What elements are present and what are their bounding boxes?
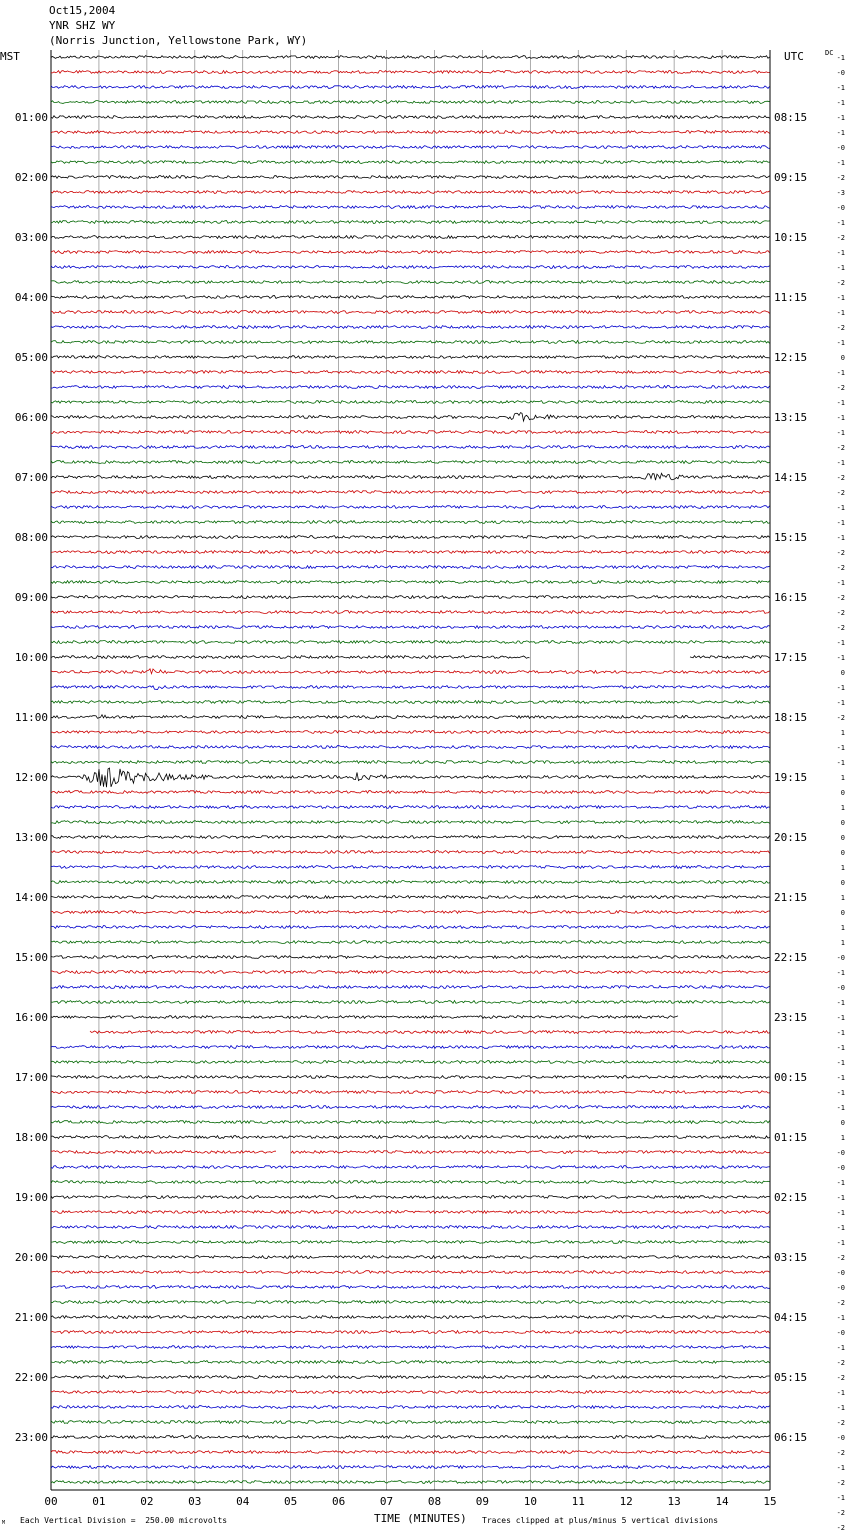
dc-offset-label: 0 <box>840 909 845 917</box>
dc-offset-label: -2 <box>836 1359 845 1367</box>
right-hour-label: 01:15 <box>774 1131 808 1144</box>
trace-row-47 <box>51 761 770 764</box>
dc-offset-label: -1 <box>836 294 845 302</box>
dc-offset-label: -1 <box>836 519 845 527</box>
dc-offset-label: -1 <box>836 369 845 377</box>
dc-offset-label: -1 <box>836 84 845 92</box>
dc-offset-label: -1 <box>836 759 845 767</box>
left-hour-label: 11:00 <box>14 711 48 724</box>
right-hour-label: 22:15 <box>774 951 808 964</box>
dc-offset-label: 1 <box>840 894 845 902</box>
left-hour-label: 15:00 <box>14 951 48 964</box>
x-tick-label: 08 <box>427 1495 442 1508</box>
trace-row-49 <box>51 791 770 794</box>
dc-offset-label: -2 <box>836 564 845 572</box>
right-hour-label: 19:15 <box>774 771 808 784</box>
dc-offset-label: -1 <box>836 1209 845 1217</box>
trace-row-85 <box>51 1331 770 1334</box>
dc-offset-label: 1 <box>840 864 845 872</box>
trace-row-7 <box>51 161 770 164</box>
left-hour-label: 04:00 <box>14 291 48 304</box>
trace-row-51 <box>51 821 770 824</box>
right-hour-label: 11:15 <box>774 291 808 304</box>
right-timezone-label: UTC <box>784 50 804 63</box>
left-hour-label: 20:00 <box>14 1251 48 1264</box>
left-hour-label: 18:00 <box>14 1131 48 1144</box>
trace-row-89 <box>51 1391 770 1394</box>
right-hour-label: 15:15 <box>774 531 808 544</box>
x-tick-label: 10 <box>523 1495 537 1508</box>
dc-offset-label: 0 <box>840 1119 845 1127</box>
dc-offset-label: -1 <box>836 639 845 647</box>
trace-row-1 <box>51 71 770 74</box>
left-hour-label: 16:00 <box>14 1011 48 1024</box>
dc-offset-label: -0 <box>836 69 845 77</box>
right-hour-label: 04:15 <box>774 1311 808 1324</box>
trace-lines <box>51 56 770 1484</box>
dc-offset-label: -0 <box>836 1434 845 1442</box>
trace-row-54 <box>51 866 770 869</box>
trace-row-29 <box>51 491 770 494</box>
dc-offset-label: 0 <box>840 789 845 797</box>
left-hour-label: 13:00 <box>14 831 48 844</box>
trace-row-81 <box>51 1271 770 1274</box>
trace-row-77 <box>51 1211 770 1214</box>
trace-row-2 <box>51 86 770 89</box>
trace-row-12 <box>51 236 770 239</box>
dc-offset-label: 0 <box>840 354 845 362</box>
station-code: YNR SHZ WY <box>49 19 116 32</box>
dc-offset-label: -1 <box>836 699 845 707</box>
station-location: (Norris Junction, Yellowstone Park, WY) <box>49 34 308 47</box>
dc-offset-label: -3 <box>836 189 845 197</box>
dc-offset-label: -1 <box>836 1494 845 1502</box>
trace-row-70 <box>51 1106 770 1109</box>
dc-offset-label: -1 <box>836 309 845 317</box>
dc-offset-label: -0 <box>836 1269 845 1277</box>
right-hour-label: 21:15 <box>774 891 808 904</box>
dc-offset-label: -1 <box>836 249 845 257</box>
dc-offset-label: -1 <box>836 129 845 137</box>
dc-offset-label: -0 <box>836 1284 845 1292</box>
trace-row-76 <box>51 1196 770 1199</box>
dc-offset-label: -2 <box>836 1479 845 1487</box>
dc-offset-label: -1 <box>836 1044 845 1052</box>
dc-offset-label: -1 <box>836 1104 845 1112</box>
dc-offset-label: -2 <box>836 474 845 482</box>
dc-offset-label: -1 <box>836 1014 845 1022</box>
trace-row-91 <box>51 1421 770 1424</box>
trace-row-84 <box>51 1316 770 1319</box>
trace-row-90 <box>51 1406 770 1409</box>
right-hour-label: 05:15 <box>774 1371 808 1384</box>
trace-row-73 <box>51 1151 770 1154</box>
dc-offset-label: -0 <box>836 204 845 212</box>
right-hour-label: 14:15 <box>774 471 808 484</box>
right-hour-label: 03:15 <box>774 1251 808 1264</box>
dc-offset-label: -0 <box>836 984 845 992</box>
corner-mark: M <box>2 1520 6 1526</box>
right-hour-label: 08:15 <box>774 111 808 124</box>
trace-row-92 <box>51 1436 770 1439</box>
trace-row-15 <box>51 281 770 284</box>
trace-row-56 <box>51 896 770 899</box>
trace-row-94 <box>51 1466 770 1469</box>
trace-row-16 <box>51 296 770 299</box>
left-hour-label: 06:00 <box>14 411 48 424</box>
trace-row-19 <box>51 341 770 344</box>
left-hour-label: 17:00 <box>14 1071 48 1084</box>
trace-row-10 <box>51 206 770 209</box>
dc-offset-label: -1 <box>836 1074 845 1082</box>
dc-offset-label: -1 <box>836 534 845 542</box>
right-hour-label: 20:15 <box>774 831 808 844</box>
dc-offset-label: -0 <box>836 1149 845 1157</box>
dc-offset-label: -2 <box>836 324 845 332</box>
dc-offset-label: -2 <box>836 1299 845 1307</box>
right-hour-label: 09:15 <box>774 171 808 184</box>
x-tick-label: 00 <box>44 1495 58 1508</box>
x-axis-title: TIME (MINUTES) <box>374 1512 467 1525</box>
left-hour-label: 21:00 <box>14 1311 48 1324</box>
left-hour-label: 12:00 <box>14 771 48 784</box>
x-tick-label: 05 <box>284 1495 298 1508</box>
trace-row-23 <box>51 401 770 404</box>
x-tick-label: 02 <box>140 1495 154 1508</box>
trace-row-5 <box>51 131 770 134</box>
dc-offset-label: -2 <box>836 1374 845 1382</box>
trace-row-43 <box>51 701 770 704</box>
dc-offset-label: -1 <box>836 1464 845 1472</box>
clipping-note: Traces clipped at plus/minus 5 vertical divisions <box>482 1516 719 1525</box>
dc-offset-label: -1 <box>836 414 845 422</box>
trace-row-38 <box>51 626 770 629</box>
right-hour-label: 16:15 <box>774 591 808 604</box>
dc-offset-label: 0 <box>840 879 845 887</box>
trace-row-52 <box>51 836 770 839</box>
dc-offset-label: -2 <box>836 1254 845 1262</box>
dc-offset-label: -1 <box>836 999 845 1007</box>
dc-offset-label: -2 <box>836 444 845 452</box>
trace-row-71 <box>51 1121 770 1124</box>
dc-offset-label: -0 <box>836 144 845 152</box>
dc-offset-label: 1 <box>840 924 845 932</box>
left-hour-label: 07:00 <box>14 471 48 484</box>
trace-row-40 <box>51 656 770 659</box>
dc-offset-label: -2 <box>836 234 845 242</box>
dc-offset-label: -1 <box>836 99 845 107</box>
dc-offset-label: -1 <box>836 339 845 347</box>
trace-row-82 <box>51 1286 770 1289</box>
trace-row-86 <box>51 1346 770 1349</box>
left-hour-label: 22:00 <box>14 1371 48 1384</box>
trace-row-45 <box>51 731 770 734</box>
trace-row-18 <box>51 326 770 329</box>
trace-row-93 <box>51 1451 770 1454</box>
trace-row-53 <box>51 851 770 854</box>
dc-offset-label: -1 <box>836 684 845 692</box>
dc-offset-label: -2 <box>836 624 845 632</box>
dc-offset-label: -2 <box>836 384 845 392</box>
x-tick-label: 07 <box>379 1495 394 1508</box>
trace-row-28 <box>51 473 770 480</box>
dc-offset-label: -0 <box>836 954 845 962</box>
trace-row-37 <box>51 611 770 614</box>
trace-row-60 <box>51 956 770 959</box>
trace-row-35 <box>51 581 770 584</box>
right-hour-label: 02:15 <box>774 1191 808 1204</box>
dc-offset-label: -1 <box>836 1089 845 1097</box>
x-tick-label: 14 <box>715 1495 729 1508</box>
trace-row-6 <box>51 146 770 149</box>
dc-offset-label: 0 <box>840 669 845 677</box>
trace-row-25 <box>51 431 770 434</box>
dc-offset-label: -1 <box>836 219 845 227</box>
dc-offset-label: -1 <box>836 1194 845 1202</box>
x-tick-label: 03 <box>188 1495 202 1508</box>
x-tick-label: 13 <box>667 1495 681 1508</box>
left-hour-label: 19:00 <box>14 1191 48 1204</box>
axis-labels <box>15 54 845 1534</box>
dc-offset-label: -2 <box>836 489 845 497</box>
dc-offset-label: -1 <box>836 459 845 467</box>
trace-row-50 <box>51 806 770 809</box>
trace-row-48 <box>51 768 770 787</box>
trace-row-72 <box>51 1136 770 1139</box>
left-hour-label: 09:00 <box>14 591 48 604</box>
dc-offset-label: -1 <box>836 1389 845 1397</box>
trace-row-33 <box>51 551 770 554</box>
dc-offset-label: -1 <box>836 114 845 122</box>
trace-row-36 <box>51 596 770 599</box>
trace-row-42 <box>51 686 770 690</box>
trace-row-4 <box>51 116 770 119</box>
dc-offset-label: -1 <box>836 264 845 272</box>
right-hour-label: 18:15 <box>774 711 808 724</box>
trace-row-63 <box>51 1001 770 1004</box>
trace-row-66 <box>51 1046 770 1049</box>
right-hour-label: 00:15 <box>774 1071 808 1084</box>
dc-offset-label: -2 <box>836 1524 845 1532</box>
trace-row-83 <box>51 1301 770 1304</box>
dc-offset-label: 1 <box>840 804 845 812</box>
trace-row-32 <box>51 536 770 539</box>
left-timezone-label: MST <box>0 50 20 63</box>
trace-row-74 <box>51 1166 770 1169</box>
trace-row-67 <box>51 1061 770 1064</box>
trace-row-64 <box>51 1016 678 1019</box>
trace-row-8 <box>51 176 770 179</box>
trace-row-24 <box>51 413 770 421</box>
left-hour-label: 08:00 <box>14 531 48 544</box>
dc-offset-label: -1 <box>836 1314 845 1322</box>
trace-row-31 <box>51 521 770 524</box>
trace-row-21 <box>51 371 770 374</box>
trace-row-75 <box>51 1181 770 1184</box>
dc-offset-label: -2 <box>836 549 845 557</box>
dc-offset-label: -1 <box>836 654 845 662</box>
dc-offset-label: -1 <box>836 1059 845 1067</box>
right-hour-label: 12:15 <box>774 351 808 364</box>
trace-row-41 <box>51 669 770 674</box>
dc-offset-label: -1 <box>836 1404 845 1412</box>
trace-row-26 <box>51 446 770 449</box>
left-hour-label: 14:00 <box>14 891 48 904</box>
dc-offset-label: -1 <box>836 504 845 512</box>
dc-offset-label: -2 <box>836 279 845 287</box>
x-tick-label: 11 <box>571 1495 585 1508</box>
dc-offset-label: -1 <box>836 1179 845 1187</box>
trace-row-22 <box>51 386 770 389</box>
dc-offset-label: -1 <box>836 399 845 407</box>
x-tick-label: 04 <box>236 1495 250 1508</box>
dc-offset-label: -2 <box>836 714 845 722</box>
dc-offset-label: -1 <box>836 579 845 587</box>
dc-offset-label: 0 <box>840 849 845 857</box>
x-tick-label: 01 <box>92 1495 106 1508</box>
dc-offset-label: -0 <box>836 1329 845 1337</box>
dc-column-label: DC <box>825 49 834 57</box>
left-hour-label: 03:00 <box>14 231 48 244</box>
dc-offset-label: -2 <box>836 609 845 617</box>
trace-row-59 <box>51 941 770 944</box>
dc-offset-label: -1 <box>836 54 845 62</box>
trace-row-3 <box>51 101 770 104</box>
dc-offset-label: -1 <box>836 1029 845 1037</box>
dc-offset-label: -1 <box>836 1344 845 1352</box>
dc-offset-label: -1 <box>836 969 845 977</box>
trace-row-11 <box>51 221 770 224</box>
trace-row-68 <box>51 1076 770 1079</box>
dc-offset-label: -1 <box>836 744 845 752</box>
left-hour-label: 23:00 <box>14 1431 48 1444</box>
dc-offset-label: 1 <box>840 729 845 737</box>
right-hour-label: 13:15 <box>774 411 808 424</box>
trace-row-61 <box>51 971 770 974</box>
trace-row-30 <box>51 506 770 509</box>
trace-row-34 <box>51 566 770 569</box>
right-hour-label: 06:15 <box>774 1431 808 1444</box>
x-tick-label: 09 <box>475 1495 490 1508</box>
dc-offset-label: 0 <box>840 834 845 842</box>
dc-offset-label: -2 <box>836 1419 845 1427</box>
x-tick-label: 12 <box>619 1495 633 1508</box>
plot-date: Oct15,2004 <box>49 4 116 17</box>
dc-offset-label: -2 <box>836 1449 845 1457</box>
trace-row-57 <box>51 911 770 914</box>
trace-row-65 <box>90 1031 770 1034</box>
left-hour-label: 10:00 <box>14 651 48 664</box>
trace-row-20 <box>51 356 770 359</box>
vertical-scale-note: Each Vertical Division = 250.00 microvolts <box>20 1516 228 1525</box>
dc-offset-label: -2 <box>836 594 845 602</box>
trace-row-58 <box>51 926 770 929</box>
dc-offset-label: 1 <box>840 774 845 782</box>
dc-offset-label: -2 <box>836 174 845 182</box>
trace-row-44 <box>51 715 770 719</box>
trace-row-17 <box>51 311 770 314</box>
trace-row-14 <box>51 266 770 269</box>
trace-row-95 <box>51 1481 770 1484</box>
dc-offset-label: -1 <box>836 1239 845 1247</box>
right-hour-label: 10:15 <box>774 231 808 244</box>
trace-row-39 <box>51 641 770 644</box>
trace-row-88 <box>51 1376 770 1379</box>
dc-offset-label: -1 <box>836 429 845 437</box>
trace-row-78 <box>51 1226 770 1229</box>
trace-row-79 <box>51 1241 770 1244</box>
trace-row-80 <box>51 1256 770 1259</box>
trace-row-62 <box>51 986 770 989</box>
trace-row-69 <box>51 1091 770 1094</box>
right-hour-label: 17:15 <box>774 651 808 664</box>
x-tick-label: 15 <box>763 1495 777 1508</box>
dc-offset-label: 1 <box>840 1134 845 1142</box>
trace-row-9 <box>51 191 770 194</box>
dc-offset-label: -1 <box>836 1224 845 1232</box>
dc-offset-label: 1 <box>840 939 845 947</box>
trace-row-0 <box>51 56 770 59</box>
x-tick-label: 06 <box>331 1495 346 1508</box>
left-hour-label: 05:00 <box>14 351 48 364</box>
dc-offset-label: -1 <box>836 159 845 167</box>
dc-offset-label: -2 <box>836 1509 845 1517</box>
trace-row-27 <box>51 461 770 464</box>
dc-offset-label: -0 <box>836 1164 845 1172</box>
trace-row-13 <box>51 251 770 254</box>
dc-offset-label: 0 <box>840 819 845 827</box>
left-hour-label: 01:00 <box>14 111 48 124</box>
left-hour-label: 02:00 <box>14 171 48 184</box>
trace-row-87 <box>51 1361 770 1364</box>
trace-row-55 <box>51 881 770 884</box>
trace-row-46 <box>51 746 770 749</box>
right-hour-label: 23:15 <box>774 1011 808 1024</box>
